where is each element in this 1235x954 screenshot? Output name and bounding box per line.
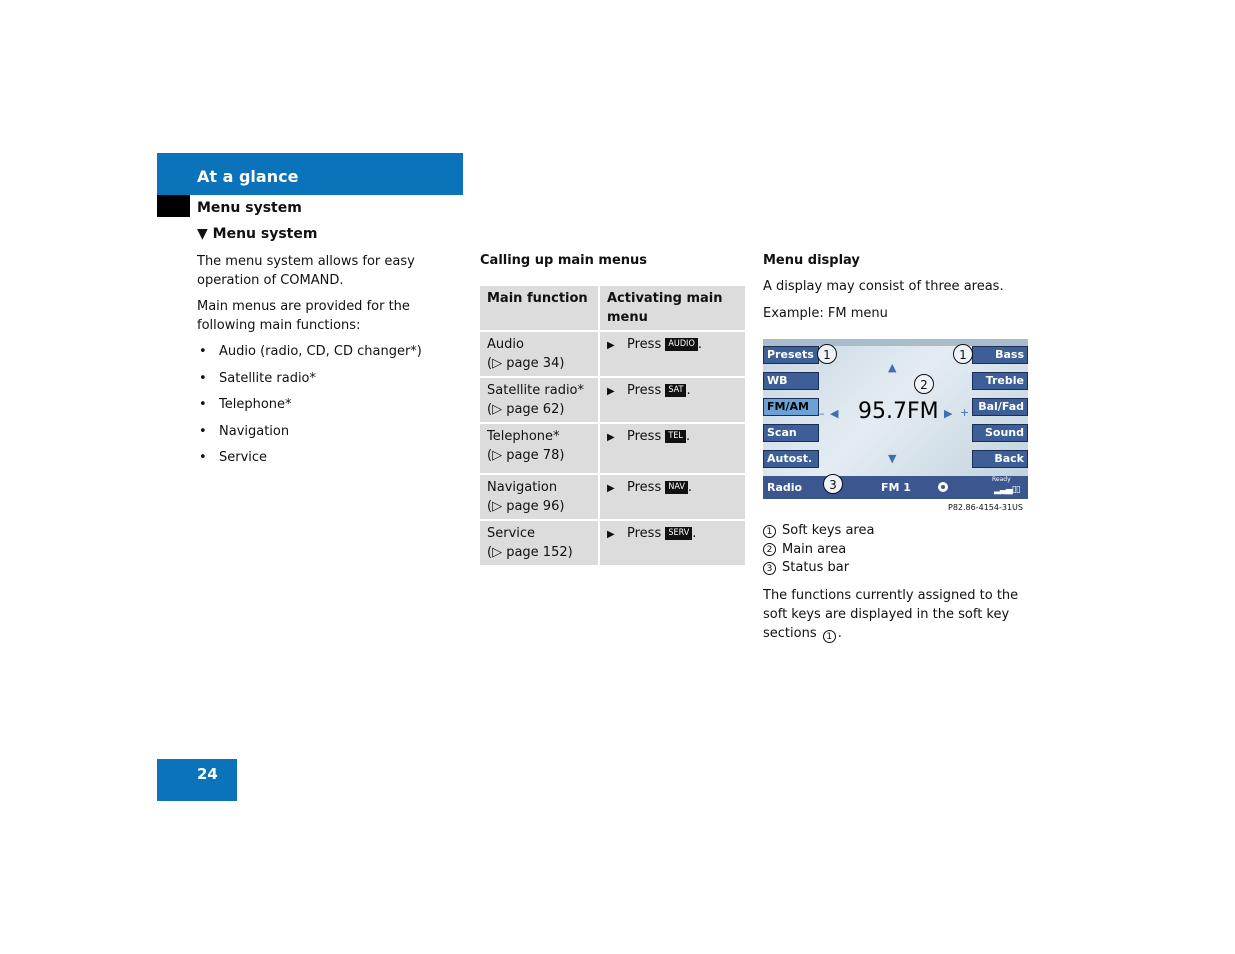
table-row <box>480 377 745 423</box>
screen-top-strip <box>763 339 1028 346</box>
disc-icon <box>938 482 948 492</box>
table-row <box>480 474 745 520</box>
action-arrow-icon: ▶ <box>607 529 615 540</box>
softkey-bal-fad: Bal/Fad <box>972 398 1028 416</box>
cell-function <box>480 520 599 566</box>
action-arrow-icon: ▶ <box>607 432 615 443</box>
arrow-up-icon: ▲ <box>888 361 897 374</box>
image-code: P82.86-4154-31US <box>948 503 1023 512</box>
list-intro-paragraph: Main menus are provided for the following main functions: <box>197 299 410 333</box>
frequency-display: 95.7FM <box>858 399 939 424</box>
softkey-presets: Presets <box>763 346 819 364</box>
header-activating: Activating main menu <box>599 286 745 331</box>
callout-3: 3 <box>823 474 843 494</box>
status-radio: Radio <box>767 481 803 494</box>
legend-item <box>763 559 874 578</box>
press-text: Press <box>627 526 662 541</box>
legend-text: Soft keys area <box>782 523 875 538</box>
intro-paragraph: The menu system allows for easy operation of COMAND. <box>197 254 415 288</box>
plus-sign: + <box>960 406 970 419</box>
legend-number: 3 <box>763 562 776 575</box>
column-intro <box>197 252 465 475</box>
nav-key-icon: NAV <box>665 481 688 494</box>
main-menus-heading: Calling up main menus <box>480 253 648 268</box>
arrow-down-icon: ▼ <box>888 452 897 465</box>
arrow-right-icon: ▶ <box>944 407 953 420</box>
legend-number: 1 <box>763 525 776 538</box>
callout-2: 2 <box>914 374 934 394</box>
press-text: Press <box>627 480 662 495</box>
list-item: • Satellite radio* <box>197 369 465 388</box>
function-name: Service <box>487 526 536 541</box>
tel-key-icon: TEL <box>665 430 686 443</box>
action-arrow-icon: ▶ <box>607 340 615 351</box>
softkey-fm-am: FM/AM <box>763 398 819 416</box>
softkey-note-text: The functions currently assigned to the soft keys are displayed in the soft key sections <box>763 588 1019 641</box>
press-text: Press <box>627 337 662 352</box>
cell-function <box>480 377 599 423</box>
arrow-left-icon: ◀ <box>830 407 839 420</box>
softkey-treble: Treble <box>972 372 1028 390</box>
cell-function <box>480 331 599 377</box>
cell-function <box>480 423 599 474</box>
table-row <box>480 520 745 566</box>
cell-function <box>480 474 599 520</box>
softkey-note-paragraph <box>763 586 1028 643</box>
chapter-marker <box>157 195 190 217</box>
action-arrow-icon: ▶ <box>607 386 615 397</box>
list-item: • Telephone* <box>197 395 465 414</box>
softkey-wb: WB <box>763 372 819 390</box>
legend-item <box>763 522 874 541</box>
signal-strength-icon: ▂▃▄▯▯ <box>994 485 1020 495</box>
subsection-title: ▼ Menu system <box>197 226 318 242</box>
menu-display-paragraph: A display may consist of three areas. <box>763 279 1004 294</box>
section-title: At a glance <box>197 167 299 186</box>
list-item: • Navigation <box>197 422 465 441</box>
press-text: Press <box>627 383 662 398</box>
subsection-title-text: Menu system <box>212 226 318 242</box>
softkey-back: Back <box>972 450 1028 468</box>
function-name: Telephone* <box>487 429 560 444</box>
page-ref: (▷ page 34) <box>487 356 565 371</box>
softkey-note-end: . <box>837 626 842 641</box>
function-name: Audio <box>487 337 524 352</box>
callout-1-right: 1 <box>953 344 973 364</box>
status-band: FM 1 <box>881 481 911 494</box>
page-ref: (▷ page 152) <box>487 545 573 560</box>
display-legend <box>763 522 874 578</box>
press-text: Press <box>627 429 662 444</box>
action-arrow-icon: ▶ <box>607 483 615 494</box>
sat-key-icon: SAT <box>665 384 686 397</box>
function-name: Satellite radio* <box>487 383 585 398</box>
table-row <box>480 331 745 377</box>
legend-text: Main area <box>782 541 847 557</box>
legend-number: 2 <box>763 543 776 556</box>
cell-action: ▶ Press NAV . <box>599 474 745 520</box>
page-number-box <box>157 759 237 801</box>
main-menus-table <box>480 286 745 567</box>
list-item: • Audio (radio, CD, CD changer*) <box>197 342 465 361</box>
softkey-sound: Sound <box>972 424 1028 442</box>
minus-sign: – <box>819 407 825 420</box>
cell-action: ▶ Press TEL . <box>599 423 745 474</box>
section-header <box>157 153 463 195</box>
page-ref: (▷ page 78) <box>487 448 565 463</box>
page-number: 24 <box>197 765 218 783</box>
audio-key-icon: AUDIO <box>665 338 697 351</box>
list-item: • Service <box>197 448 465 467</box>
cell-action: ▶ Press AUDIO . <box>599 331 745 377</box>
cell-action: ▶ Press SERV . <box>599 520 745 566</box>
softkey-scan: Scan <box>763 424 819 442</box>
chapter-title: Menu system <box>197 200 302 216</box>
table-row <box>480 423 745 474</box>
function-name: Navigation <box>487 480 558 495</box>
softkey-autost: Autost. <box>763 450 819 468</box>
page-ref: (▷ page 62) <box>487 402 565 417</box>
status-ready: Ready <box>992 476 1011 483</box>
legend-text: Status bar <box>782 560 850 575</box>
serv-key-icon: SERV <box>665 527 692 540</box>
softkey-bass: Bass <box>972 346 1028 364</box>
main-functions-list <box>197 342 465 467</box>
example-label: Example: FM menu <box>763 306 888 321</box>
callout-1-left: 1 <box>817 344 837 364</box>
menu-display-heading: Menu display <box>763 253 860 268</box>
cell-action: ▶ Press SAT . <box>599 377 745 423</box>
header-main-function: Main function <box>480 286 599 331</box>
status-bar <box>763 476 1028 499</box>
fm-menu-screen <box>763 339 1028 499</box>
legend-item <box>763 541 874 560</box>
inline-callout: 1 <box>823 630 836 643</box>
page-ref: (▷ page 96) <box>487 499 565 514</box>
table-header-row <box>480 286 745 331</box>
